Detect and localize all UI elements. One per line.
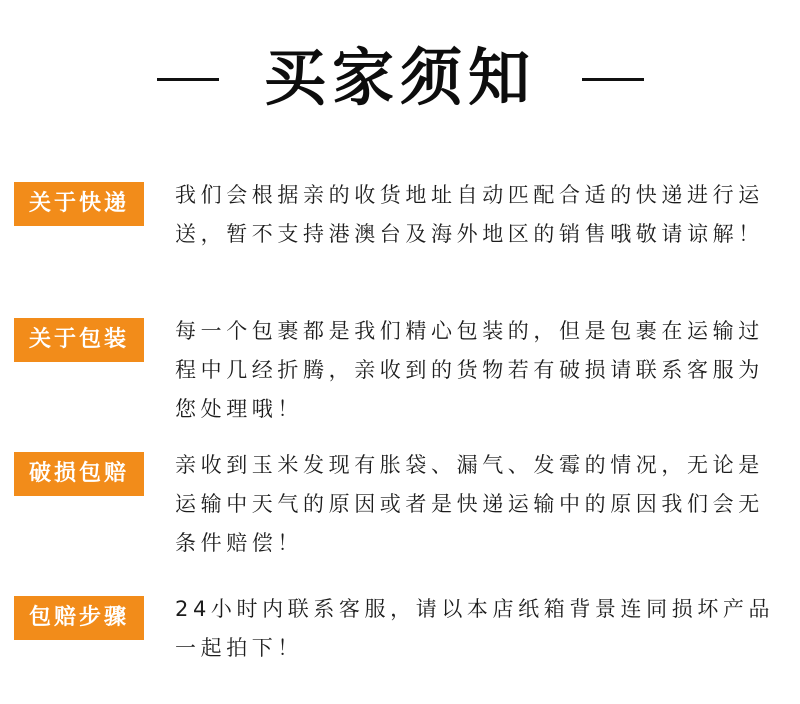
title-left-rule xyxy=(157,78,219,81)
page-title: 买家须知 xyxy=(263,41,536,114)
section-text-compensation-steps: 24小时内联系客服，请以本店纸箱背景连同损坏产品一起拍下！ xyxy=(175,597,775,660)
section-text-packaging: 每一个包裹都是我们精心包装的，但是包裹在运输过程中几经折腾，亲收到的货物若有破损请联系客服为您处理哦！ xyxy=(175,319,764,421)
section-badge-shipping: 关于快递 xyxy=(14,182,144,226)
page-header xyxy=(0,38,800,118)
section-badge-packaging: 关于包装 xyxy=(14,318,144,362)
section-badge-damage-compensation: 破损包赔 xyxy=(14,452,144,496)
section-text-shipping: 我们会根据亲的收货地址自动匹配合适的快递进行运送，暂不支持港澳台及海外地区的销售哦敬请谅解！ xyxy=(175,183,764,246)
title-right-rule xyxy=(582,78,644,81)
section-badge-compensation-steps: 包赔步骤 xyxy=(14,596,144,640)
section-text-damage-compensation: 亲收到玉米发现有胀袋、漏气、发霉的情况，无论是运输中天气的原因或者是快递运输中的原因我们会无条件赔偿！ xyxy=(175,453,764,555)
